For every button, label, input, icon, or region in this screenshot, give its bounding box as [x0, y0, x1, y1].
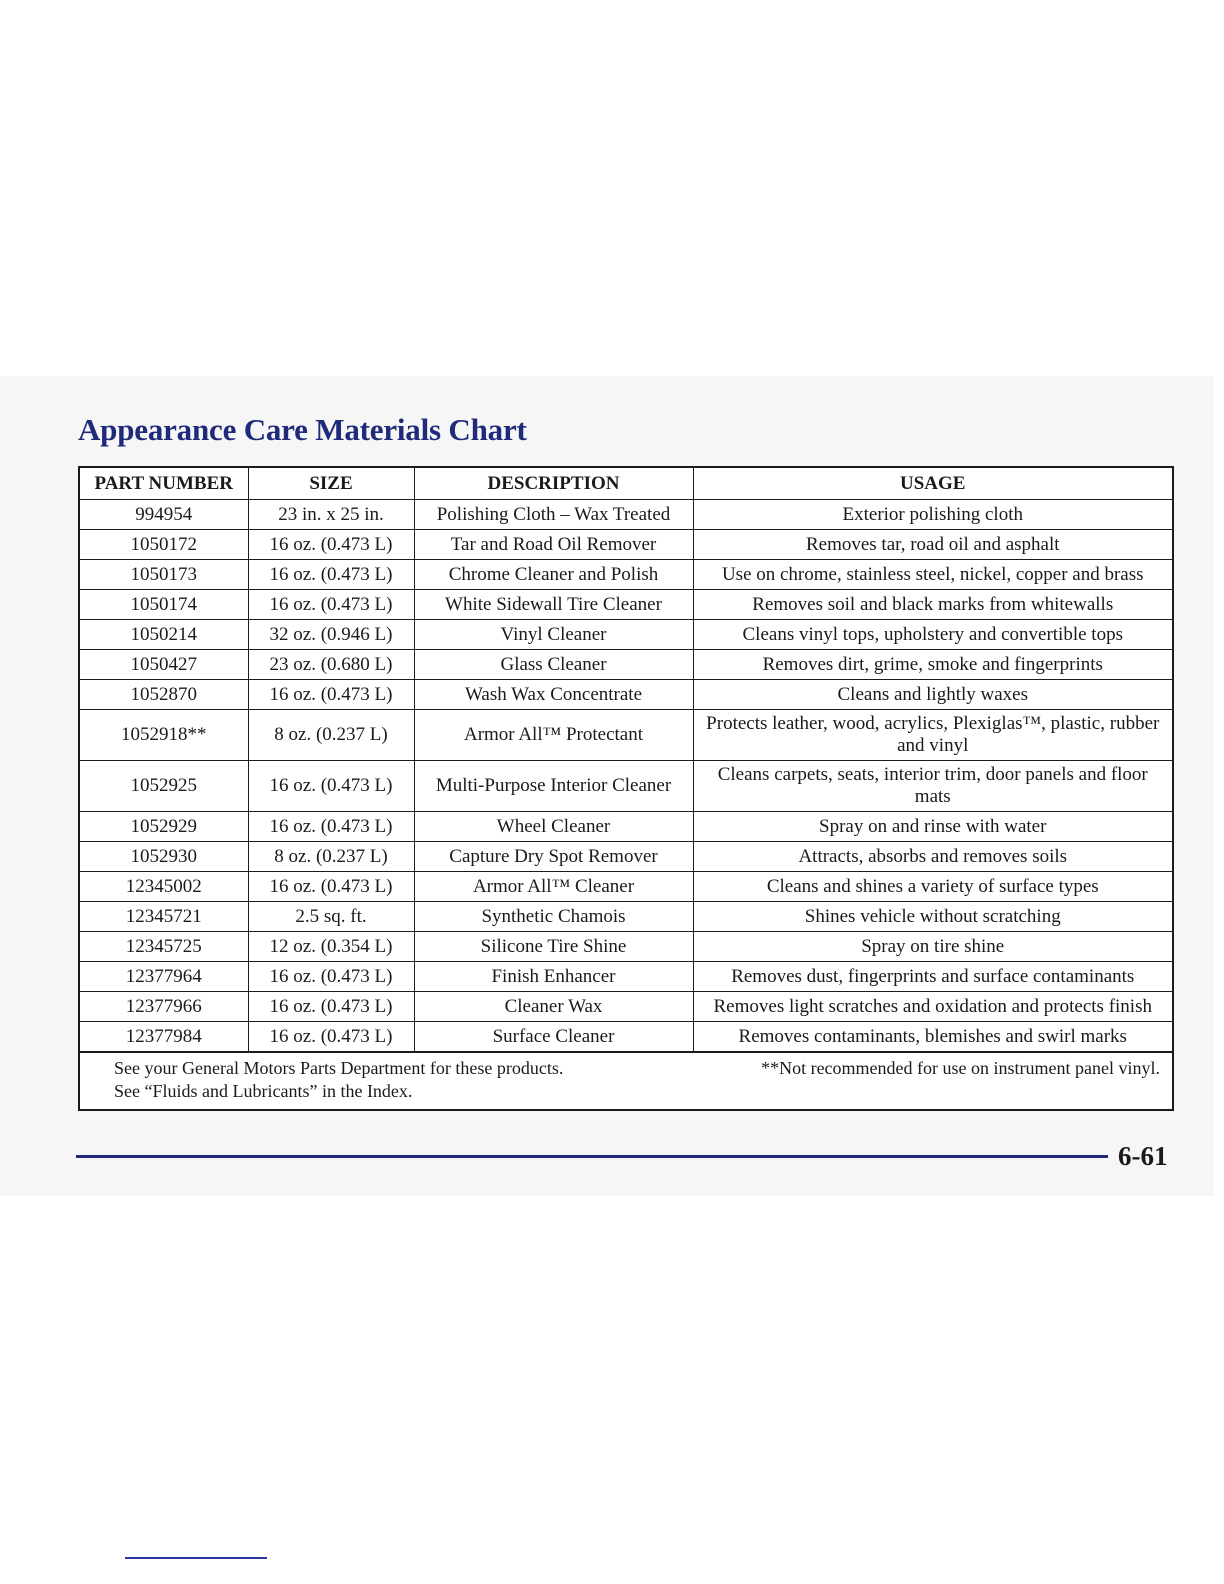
header-part-number: PART NUMBER: [80, 468, 248, 500]
size-cell: 8 oz. (0.237 L): [248, 710, 414, 761]
description-cell: Chrome Cleaner and Polish: [414, 560, 693, 590]
usage-cell: Cleans vinyl tops, upholstery and convertible tops: [693, 620, 1172, 650]
page-number: 6-61: [1118, 1141, 1168, 1171]
description-cell: Finish Enhancer: [414, 962, 693, 992]
description-cell: Wheel Cleaner: [414, 812, 693, 842]
size-cell: 16 oz. (0.473 L): [248, 992, 414, 1022]
materials-table: [80, 468, 1172, 1052]
description-cell: Capture Dry Spot Remover: [414, 842, 693, 872]
description-cell: Wash Wax Concentrate: [414, 680, 693, 710]
description-cell: Cleaner Wax: [414, 992, 693, 1022]
table-row: [80, 710, 1172, 761]
size-cell: 16 oz. (0.473 L): [248, 560, 414, 590]
usage-cell: Use on chrome, stainless steel, nickel, copper and brass: [693, 560, 1172, 590]
part-number-cell: 1050172: [80, 530, 248, 560]
description-cell: Vinyl Cleaner: [414, 620, 693, 650]
table-row: [80, 530, 1172, 560]
part-number-cell: 1050214: [80, 620, 248, 650]
usage-cell: Removes tar, road oil and asphalt: [693, 530, 1172, 560]
part-number-cell: 1052918**: [80, 710, 248, 761]
usage-cell: Attracts, absorbs and removes soils: [693, 842, 1172, 872]
table-row: [80, 962, 1172, 992]
part-number-cell: 994954: [80, 500, 248, 530]
description-cell: Glass Cleaner: [414, 650, 693, 680]
footnote-asterisk: **Not recommended for use on instrument panel vinyl.: [761, 1058, 1160, 1078]
table-row: [80, 812, 1172, 842]
header-usage: USAGE: [693, 468, 1172, 500]
usage-cell: Removes contaminants, blemishes and swirl marks: [693, 1022, 1172, 1052]
table-row: [80, 761, 1172, 812]
footnote-parts-department: See your General Motors Parts Department for these products.: [114, 1058, 564, 1078]
usage-cell: Removes dirt, grime, smoke and fingerprints: [693, 650, 1172, 680]
usage-cell: Exterior polishing cloth: [693, 500, 1172, 530]
description-cell: Armor All™ Protectant: [414, 710, 693, 761]
size-cell: 16 oz. (0.473 L): [248, 812, 414, 842]
table-header-row: [80, 468, 1172, 500]
size-cell: 16 oz. (0.473 L): [248, 590, 414, 620]
description-cell: Synthetic Chamois: [414, 902, 693, 932]
size-cell: 16 oz. (0.473 L): [248, 962, 414, 992]
size-cell: 12 oz. (0.354 L): [248, 932, 414, 962]
description-cell: Multi-Purpose Interior Cleaner: [414, 761, 693, 812]
description-cell: Armor All™ Cleaner: [414, 872, 693, 902]
part-number-cell: 12377966: [80, 992, 248, 1022]
description-cell: Silicone Tire Shine: [414, 932, 693, 962]
description-cell: Surface Cleaner: [414, 1022, 693, 1052]
part-number-cell: 1052930: [80, 842, 248, 872]
table-row: [80, 500, 1172, 530]
description-cell: White Sidewall Tire Cleaner: [414, 590, 693, 620]
part-number-cell: 12345002: [80, 872, 248, 902]
table-row: [80, 560, 1172, 590]
part-number-cell: 12377964: [80, 962, 248, 992]
description-cell: Polishing Cloth – Wax Treated: [414, 500, 693, 530]
size-cell: 8 oz. (0.237 L): [248, 842, 414, 872]
table-row: [80, 1022, 1172, 1052]
usage-cell: Removes dust, fingerprints and surface contaminants: [693, 962, 1172, 992]
usage-cell: Cleans carpets, seats, interior trim, door panels and floor mats: [693, 761, 1172, 812]
table-footnotes: [80, 1052, 1172, 1109]
size-cell: 23 oz. (0.680 L): [248, 650, 414, 680]
description-cell: Tar and Road Oil Remover: [414, 530, 693, 560]
table-row: [80, 872, 1172, 902]
usage-cell: Cleans and lightly waxes: [693, 680, 1172, 710]
part-number-cell: 1050427: [80, 650, 248, 680]
footnote-fluids-reference: See “Fluids and Lubricants” in the Index.: [114, 1081, 413, 1101]
size-cell: 16 oz. (0.473 L): [248, 1022, 414, 1052]
part-number-cell: 1052929: [80, 812, 248, 842]
usage-cell: Spray on and rinse with water: [693, 812, 1172, 842]
size-cell: 32 oz. (0.946 L): [248, 620, 414, 650]
size-cell: 16 oz. (0.473 L): [248, 761, 414, 812]
part-number-cell: 12345721: [80, 902, 248, 932]
part-number-cell: 1050173: [80, 560, 248, 590]
size-cell: 16 oz. (0.473 L): [248, 530, 414, 560]
size-cell: 2.5 sq. ft.: [248, 902, 414, 932]
part-number-cell: 12377984: [80, 1022, 248, 1052]
usage-cell: Cleans and shines a variety of surface types: [693, 872, 1172, 902]
size-cell: 16 oz. (0.473 L): [248, 680, 414, 710]
table-row: [80, 842, 1172, 872]
table-row: [80, 902, 1172, 932]
part-number-cell: 1052925: [80, 761, 248, 812]
table-row: [80, 590, 1172, 620]
page-title: Appearance Care Materials Chart: [78, 412, 527, 447]
part-number-cell: 12345725: [80, 932, 248, 962]
usage-cell: Removes soil and black marks from whitewalls: [693, 590, 1172, 620]
part-number-cell: 1050174: [80, 590, 248, 620]
part-number-cell: 1052870: [80, 680, 248, 710]
bottom-link-underline: [125, 1557, 267, 1559]
usage-cell: Shines vehicle without scratching: [693, 902, 1172, 932]
usage-cell: Protects leather, wood, acrylics, Plexiglas™, plastic, rubber and vinyl: [693, 710, 1172, 761]
size-cell: 16 oz. (0.473 L): [248, 872, 414, 902]
footnote-left: [114, 1057, 563, 1103]
table-row: [80, 932, 1172, 962]
table-body: [80, 500, 1172, 1052]
header-description: DESCRIPTION: [414, 468, 693, 500]
usage-cell: Spray on tire shine: [693, 932, 1172, 962]
size-cell: 23 in. x 25 in.: [248, 500, 414, 530]
table-row: [80, 650, 1172, 680]
table-row: [80, 992, 1172, 1022]
table-row: [80, 680, 1172, 710]
usage-cell: Removes light scratches and oxidation and protects finish: [693, 992, 1172, 1022]
materials-chart: [78, 466, 1174, 1111]
footer-rule: [76, 1155, 1108, 1158]
table-row: [80, 620, 1172, 650]
header-size: SIZE: [248, 468, 414, 500]
